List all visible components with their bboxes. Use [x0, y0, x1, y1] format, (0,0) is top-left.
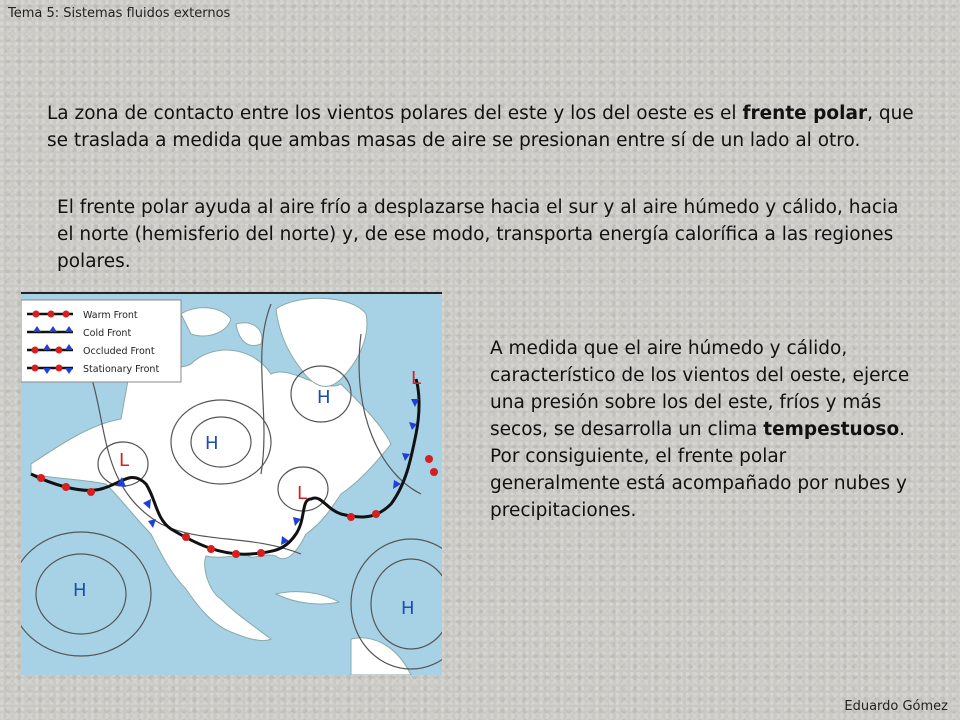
- slide-header: Tema 5: Sistemas fluidos externos: [8, 6, 231, 21]
- legend-warm-front: Warm Front: [83, 310, 138, 321]
- p3-text-b: . Por consiguiente, el frente polar generalmente está acompañado por nubes y precipitaciones.: [490, 419, 907, 521]
- legend-stationary-front: Stationary Front: [83, 364, 160, 375]
- p3-text-a: A medida que el aire húmedo y cálido, característico de los vientos del oeste, ejerce una presión sobre los del este, fríos y más secos, se desarrolla un clima: [490, 338, 910, 440]
- p1-bold-frente-polar: frente polar: [742, 103, 868, 124]
- paragraph-frente-polar: [47, 100, 917, 154]
- high-pressure-label-4: H: [401, 598, 415, 619]
- weather-map-image: [21, 292, 442, 675]
- p1-text-a: La zona de contacto entre los vientos polares del este y los del oeste es el: [47, 103, 743, 124]
- high-pressure-label-2: H: [205, 433, 219, 454]
- south-america-land: [351, 638, 411, 675]
- p3-bold-tempestuoso: tempestuoso: [763, 419, 900, 440]
- legend-occluded-front: Occluded Front: [83, 346, 155, 357]
- legend-cold-front: Cold Front: [83, 328, 132, 339]
- low-pressure-label-2: L: [297, 483, 308, 504]
- high-pressure-label-1: H: [317, 387, 331, 408]
- high-pressure-label-3: H: [73, 580, 87, 601]
- p1-text-b: , que se traslada a medida que ambas masas de aire se presionan entre sí de un lado al otro.: [47, 103, 914, 151]
- arctic-islands-land: [181, 308, 262, 346]
- low-pressure-label-1: L: [119, 450, 130, 471]
- slide-footer-author: Eduardo Gómez: [844, 699, 948, 714]
- paragraph-transporte-energia: El frente polar ayuda al aire frío a desplazarse hacia el sur y al aire húmedo y cálido, hacia el norte (hemisferio del norte) y, de ese modo, transporta energía calorífica a las regiones polares.: [57, 197, 899, 272]
- map-legend: [21, 300, 181, 382]
- cuba-land: [276, 592, 339, 604]
- paragraph-clima-tempestuoso: [490, 335, 920, 524]
- low-pressure-label-3: L: [411, 368, 422, 389]
- weather-map-svg: [21, 294, 442, 675]
